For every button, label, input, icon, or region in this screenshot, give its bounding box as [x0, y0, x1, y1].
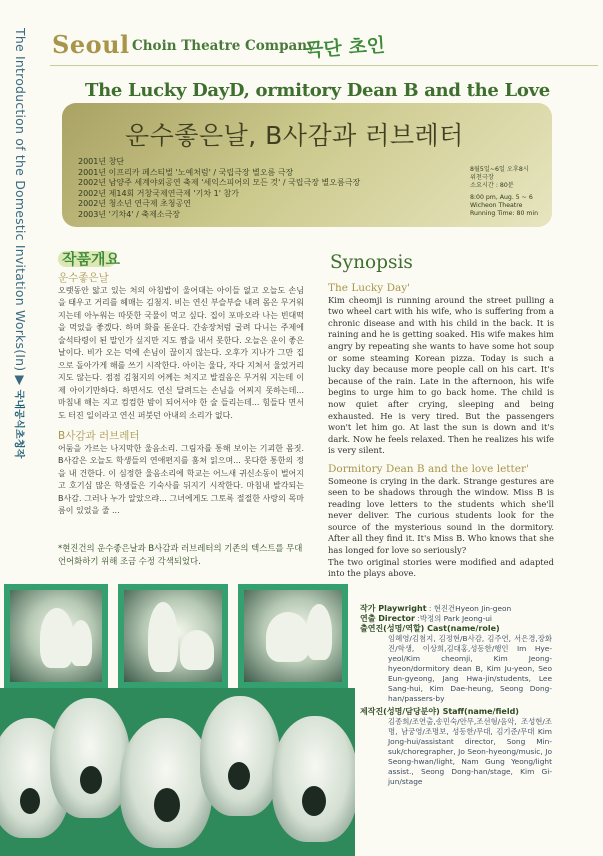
director-value: :박정의 Park Jeong-ui: [417, 614, 492, 623]
perf-time-en: Running Time: 80 min: [470, 210, 539, 217]
playwright-value: : 현진건Hyeon Jin-geon: [428, 604, 512, 613]
history-line: 2002년 제14회 거창국제연극제 '기차 1' 참가: [78, 188, 239, 198]
section-heading-overview: [62, 248, 120, 269]
play-title-kr: 운수좋은날, B사감과 러브레터: [125, 121, 464, 150]
perf-date-kr: 8월5일~6일 오후8시: [470, 166, 529, 173]
arrow-marker-icon: ▶: [13, 375, 28, 386]
synopsis-adaptation-note: The two original stories were modified and adapted into the plays above.: [328, 556, 554, 579]
header-company: Choin Theatre Company: [132, 38, 315, 54]
director-label: 연출 Director: [360, 614, 416, 623]
history-line: 2001년 이프리카 페스티벌 '노예처럼' / 국립극장 별오름 극장: [78, 167, 294, 177]
series-title-en: The Introduction of the Domestic Invitation Works(In): [13, 28, 28, 372]
overview-paragraph-lucky-day: 오랫동안 앓고 있는 처의 아침밥이 울어대는 아이들 없고 오늘도 손님을 태우고 거리를 헤매는 김첨지. 비는 연신 부슬부슬 내려 몸은 무거워지는데 아누워는 따뜻한 국물이 먹고 싶다. 집이 포마오라 나는 빈대떡을 먹었을 좋겠다. 하며 화를 돋운다. 간송장처럼 굴려 다니는 주제에 술석타령이 된 말인가 싶지만 지도 짬을 내서 못한다. 오늘은 운이 좋은 날이다. 비가 오는 덕에 손님이 끊이지 않는다. 오후가 지나가 그만 집으로 돌아가게 해를 쓰기 시작한다. 아이는 울다, 자다 지쳐서 울었거리지도 않는다. 점점 김첨지의 어께는 처지고 발걸음은 무거워 지는데 이제 아이기만하다. 하면서도 연신 달려드는 손님을 어찌지 못하는데... 마침내 해는 지고 컴컴한 밤이 되어서야 한 술 들리는데... 힘들다 면서도 터진 일이라고 연신 퍼붓던 아내의 소리가 없다.: [58, 285, 304, 420]
playwright-label: 작가 Playwright: [360, 604, 427, 613]
synopsis-paragraph-lucky-day: Kim cheomji is running around the street pulling a two wheel cart with his wife, who is suffering from a chronic disease and with his child in the back. It is raining and he is getting soaked. His wife makes him angry by repeating she wants to have some hot soup or some steaming Korean pizza. Today is such a lucky day because more people call on his cart. It's because of the rain. Late in the afternoon, his wife begins to urge him to go back home. The child is now quiet after crying, sleeping and being exhausted. He is very tired. But the passengers won't let him go. At last the sun is down and it's dark. Now he feels relaxed. Then he realizes his wife is very silent.: [328, 294, 554, 456]
overview-column: [58, 272, 304, 518]
perf-time-kr: 소요시간 : 80분: [470, 182, 514, 189]
header-divider: [50, 65, 598, 66]
cast-value: 임혜영/김첨지, 김정현/B사감, 김주연, 서은경,장화진/학생, 이상희,김대홍,성동한/행인 Im Hye-yeol/Kim cheomji, Kim Jeong-hyeon/dormitory dean B, Kim Ju-yeon, Seo Eun-gyeong, Jang Hwa-jin/students, Lee Sang-hui, Kim Dae-heung, Seong Dong-han/passers-by: [388, 634, 552, 703]
series-title-kr: 국내공식초청작: [13, 389, 24, 459]
play-title-en: The Lucky DayD, ormitory Dean B and the Love: [85, 80, 550, 101]
history-line: 2003년 '기차4' / 축제소극장: [78, 209, 180, 219]
perf-venue-kr: 위천극장: [470, 174, 494, 181]
production-photo: [118, 584, 228, 690]
adaptation-note: *현진건의 운수좋은날과 B사감과 러브레터의 기존의 텍스트를 무대 언어화하기 위해 조금 수정 각색되었다.: [58, 543, 303, 566]
synopsis-subtitle-lucky-day: The Lucky Day': [328, 282, 411, 294]
perf-venue-en: Wicheon Theatre: [470, 202, 523, 209]
overview-heading-text: 작품개요: [62, 250, 120, 268]
overview-subtitle-lucky-day: 운수좋은날: [58, 272, 109, 284]
history-line: 2001년 창단: [78, 157, 125, 166]
production-photo: [238, 584, 348, 690]
history-line: 2002년 남양주 세계야외공연 축제 '세익스피어의 모든 것' / 국립극장 별오름극장: [78, 178, 361, 187]
company-history: [78, 157, 360, 220]
staff-value: 김종희/조연출,송민숙/안무,조선형/음악, 조성현/조명, 남궁영/조명보, 성동한/무대, 김기준/무대 Kim Jong-hui/assistant director, Song Min-suk/choregrapher, Jo Seon-hyeong/music, Jo Seong-hwan/light, Nam Gung Yeong/light assist., Seong Dong-han/stage, Kim Gi-jun/stage: [388, 717, 552, 786]
synopsis-column: [328, 283, 554, 580]
overview-subtitle-dean-b: B사감과 러브레터: [58, 430, 140, 442]
production-photo: [4, 584, 108, 690]
header-company-kr-logo: 극단 초인: [304, 34, 386, 62]
cast-label: 출연진(성명/역할) Cast(name/role): [360, 624, 500, 633]
performance-info: [470, 166, 538, 218]
section-heading-synopsis: Synopsis: [330, 252, 413, 273]
production-photo-large: [0, 688, 355, 856]
overview-paragraph-dean-b: 어둠을 가르는 나지막한 울음소리. 그림자를 통해 보이는 기괴한 몸짓. B사감은 오늘도 학생들의 연애편지를 훔쳐 읽으며... 못다한 통한의 정을 내 건한다. 이 심정한 울음소리에 학교는 어느새 귀신소동이 벌어지고 호기심 많은 학생들은 기숙사를 뒤지기 시작한다. 마침내 발각되는 B사감. 그러나 누가 알았으랴... 그녀에게도 그토록 절절한 사랑의 목마름이 있었을 줄 ...: [58, 443, 304, 515]
staff-label: 제작진(성명/담당분야) Staff(name/field): [360, 707, 519, 716]
synopsis-paragraph-dean-b: Someone is crying in the dark. Strange gestures are seen to be shadows through the window. Miss B is reading love letters to the students which she'll never deliver. The curious students look for the source of the mysterious sound in the dormitory. After all they find it. It's Miss B. Who knows that she has longed for love so seriously?: [328, 475, 554, 556]
history-line: 2002년 청소년 연극제 초청공연: [78, 199, 191, 208]
header-seoul: Seoul: [52, 30, 130, 59]
synopsis-subtitle-dean-b: Dormitory Dean B and the love letter': [328, 462, 529, 475]
perf-date-en: 8:00 pm, Aug. 5 ~ 6: [470, 194, 533, 201]
credits-block: [360, 604, 552, 787]
